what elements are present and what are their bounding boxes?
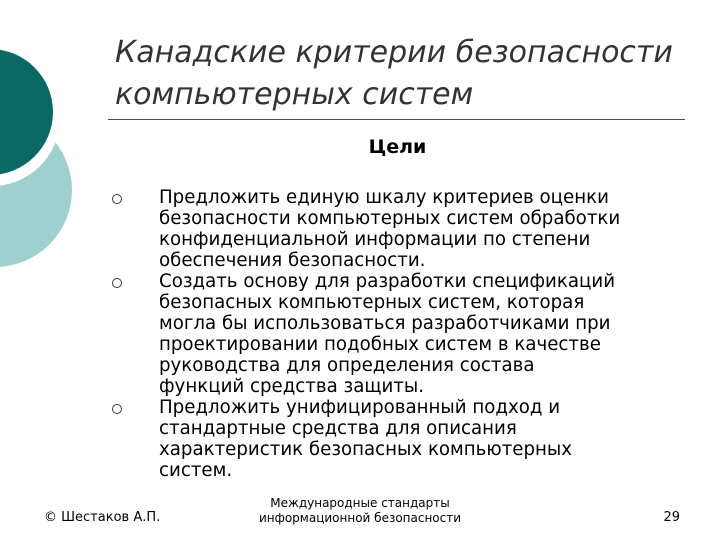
list-item-line: функций средства защиты.	[159, 376, 425, 397]
footer-author: © Шестаков А.П.	[44, 510, 161, 525]
hollow-circle-bullet-icon	[112, 194, 122, 204]
footer-course-title-line-1: Международные стандарты	[270, 496, 450, 510]
list-item-line: систем.	[159, 460, 233, 481]
list-item	[112, 187, 702, 271]
list-item-line: могла бы использоваться разработчиками при	[159, 313, 611, 334]
list-item-line: конфиденциальной информации по степени	[159, 229, 591, 250]
footer-course-title-line-2: информационной безопасности	[258, 511, 462, 525]
list-item-line: стандартные средства для описания	[159, 418, 517, 439]
list-item-line: характеристик безопасных компьютерных	[159, 439, 573, 460]
title-divider	[108, 119, 685, 120]
slide-title-line-2: компьютерных систем	[115, 77, 474, 112]
hollow-circle-bullet-icon	[112, 278, 122, 288]
slide-title-line-1: Канадские критерии безопасности	[115, 35, 673, 70]
hollow-circle-bullet-icon	[112, 404, 122, 414]
page-number: 29	[663, 510, 680, 525]
list-item-line: проектировании подобных систем в качестве	[159, 334, 601, 355]
list-item-line: безопасности компьютерных систем обработки	[159, 208, 621, 229]
list-item-line: Предложить унифицированный подход и	[159, 397, 561, 418]
list-item-line: безопасных компьютерных систем, которая	[159, 292, 585, 313]
list-item-line: Предложить единую шкалу критериев оценки	[159, 187, 609, 208]
goals-list	[112, 187, 702, 481]
list-item	[112, 397, 702, 481]
slide-title	[115, 32, 705, 116]
list-item	[112, 271, 702, 397]
list-item-line: Создать основу для разработки спецификаций	[159, 271, 616, 292]
list-item-line: руководства для определения состава	[159, 355, 535, 376]
footer-course-title	[240, 496, 480, 526]
list-item-line: обеспечения безопасности.	[159, 250, 426, 271]
section-heading: Цели	[368, 136, 427, 158]
